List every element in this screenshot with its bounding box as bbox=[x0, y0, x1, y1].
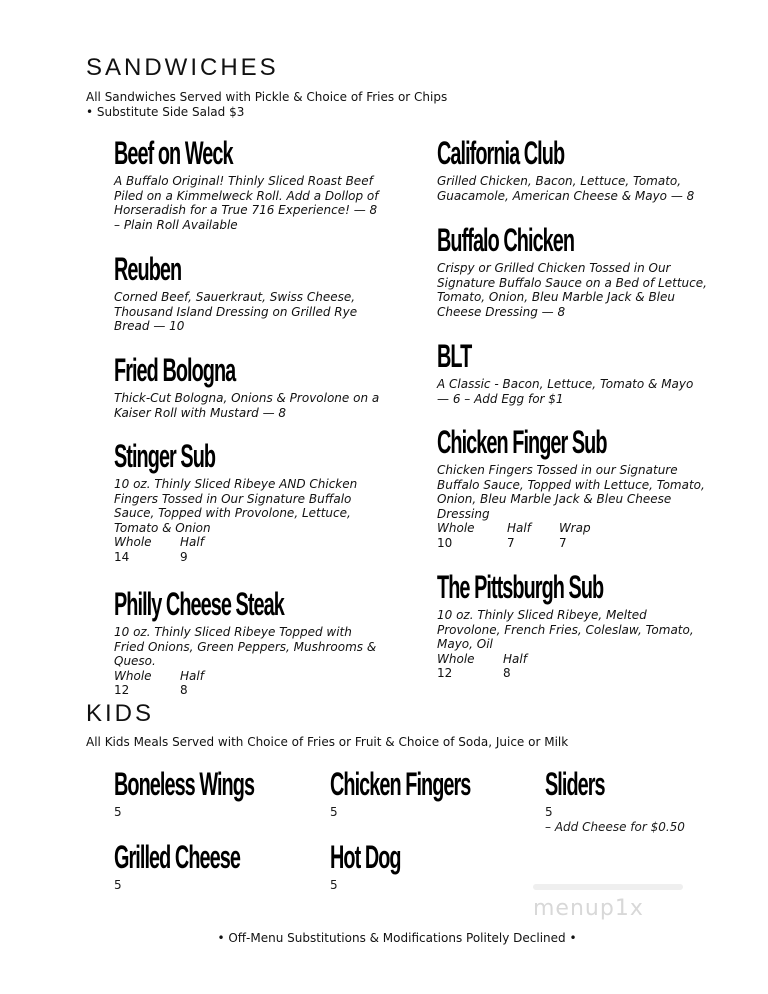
item-name: Grilled Cheese bbox=[114, 839, 240, 875]
sandwiches-intro-line1: All Sandwiches Served with Pickle & Choice of Fries or Chips bbox=[86, 90, 448, 104]
size-price: 10 bbox=[437, 535, 453, 550]
watermark-bar bbox=[533, 884, 683, 890]
item-name: Buffalo Chicken bbox=[437, 222, 575, 258]
sandwiches-title: SANDWICHES bbox=[86, 54, 279, 81]
kids-item-chicken-fingers bbox=[330, 767, 530, 820]
size-label: Half bbox=[503, 651, 527, 666]
item-name: Reuben bbox=[114, 251, 182, 287]
size-label: Half bbox=[180, 668, 204, 683]
size-price-grid bbox=[114, 535, 384, 564]
size-price: 8 bbox=[503, 666, 511, 680]
size-price: 12 bbox=[114, 683, 130, 697]
menu-item-reuben bbox=[114, 252, 384, 334]
item-description: A Classic - Bacon, Lettuce, Tomato & Mayo — 6 – Add Egg for $1 bbox=[437, 377, 694, 406]
item-name: Stinger Sub bbox=[114, 438, 216, 474]
size-price-grid bbox=[437, 652, 707, 681]
footer-note: • Off-Menu Substitutions & Modifications Politely Declined • bbox=[217, 931, 577, 945]
item-name: Boneless Wings bbox=[114, 766, 255, 802]
size-price-grid bbox=[437, 521, 707, 550]
size-label: Wrap bbox=[559, 521, 591, 535]
sandwiches-intro-line2: • Substitute Side Salad $3 bbox=[86, 105, 245, 119]
item-description: 10 oz. Thinly Sliced Ribeye AND Chicken Fingers Tossed in Our Signature Buffalo Sauce, Topped with Provolone, Lettuce, Tomato & Onion bbox=[114, 477, 358, 535]
item-description: Corned Beef, Sauerkraut, Swiss Cheese, Thousand Island Dressing on Grilled Rye Bread — 10 bbox=[114, 290, 358, 333]
watermark-logo: menup1x bbox=[533, 896, 644, 921]
item-name: Fried Bologna bbox=[114, 352, 236, 388]
size-label: Whole bbox=[437, 651, 475, 666]
item-price: 5 bbox=[545, 805, 553, 819]
kids-item-sliders bbox=[545, 767, 745, 834]
size-price: 9 bbox=[180, 549, 188, 564]
item-price: 5 bbox=[330, 805, 338, 819]
item-description: Thick-Cut Bologna, Onions & Provolone on a Kaiser Roll with Mustard — 8 bbox=[114, 391, 380, 420]
item-description: Crispy or Grilled Chicken Tossed in Our Signature Buffalo Sauce on a Bed of Lettuce, Tomato, Onion, Bleu Marble Jack & Bleu Cheese Dressing — 8 bbox=[437, 261, 707, 319]
item-name: Philly Cheese Steak bbox=[114, 586, 284, 622]
kids-title: KIDS bbox=[86, 700, 155, 727]
item-name: BLT bbox=[437, 338, 472, 374]
menu-item-chicken-finger-sub bbox=[437, 425, 707, 550]
item-note: – Add Cheese for $0.50 bbox=[545, 819, 685, 834]
size-label: Whole bbox=[114, 535, 152, 549]
item-name: Sliders bbox=[545, 766, 605, 802]
menu-item-fried-bologna bbox=[114, 353, 384, 420]
menu-item-beef-on-weck bbox=[114, 136, 384, 232]
kids-item-hot-dog bbox=[330, 840, 530, 893]
item-name: Chicken Finger Sub bbox=[437, 424, 607, 460]
item-name: California Club bbox=[437, 135, 565, 171]
item-description: Grilled Chicken, Bacon, Lettuce, Tomato, Guacamole, American Cheese & Mayo — 8 bbox=[437, 174, 695, 203]
menu-item-blt bbox=[437, 339, 707, 406]
size-price: 7 bbox=[559, 535, 567, 550]
item-description: 10 oz. Thinly Sliced Ribeye, Melted Provolone, French Fries, Coleslaw, Tomato, Mayo, Oil bbox=[437, 608, 694, 651]
item-name: Chicken Fingers bbox=[330, 766, 471, 802]
item-name: Beef on Weck bbox=[114, 135, 233, 171]
size-price-grid bbox=[114, 669, 384, 698]
size-label: Half bbox=[507, 521, 531, 535]
size-label: Half bbox=[180, 535, 204, 549]
kids-intro: All Kids Meals Served with Choice of Fries or Fruit & Choice of Soda, Juice or Milk bbox=[86, 735, 569, 749]
item-name: Hot Dog bbox=[330, 839, 401, 875]
item-description: Chicken Fingers Tossed in our Signature Buffalo Sauce, Topped with Lettuce, Tomato, Onion, Bleu Marble Jack & Bleu Cheese Dressing bbox=[437, 463, 705, 521]
sandwiches-intro bbox=[86, 90, 447, 120]
item-name: The Pittsburgh Sub bbox=[437, 569, 604, 605]
item-price: 5 bbox=[114, 805, 122, 819]
kids-item-boneless-wings bbox=[114, 767, 314, 820]
size-price: 12 bbox=[437, 666, 453, 680]
menu-item-buffalo-chicken bbox=[437, 223, 707, 319]
item-price: 5 bbox=[114, 878, 122, 892]
size-label: Whole bbox=[114, 668, 152, 683]
item-description: A Buffalo Original! Thinly Sliced Roast Beef Piled on a Kimmelweck Roll. Add a Dollop of Horseradish for a True 716 Experience! — 8 – Plain Roll Available bbox=[114, 174, 379, 232]
menu-item-stinger-sub bbox=[114, 439, 384, 564]
size-label: Whole bbox=[437, 521, 475, 535]
menu-item-california-club bbox=[437, 136, 707, 203]
size-price: 14 bbox=[114, 549, 130, 564]
item-price: 5 bbox=[330, 878, 338, 892]
size-price: 8 bbox=[180, 683, 188, 697]
menu-item-philly-cheese-steak bbox=[114, 587, 384, 698]
size-price: 7 bbox=[507, 535, 515, 550]
item-description: 10 oz. Thinly Sliced Ribeye Topped with Fried Onions, Green Peppers, Mushrooms & Queso. bbox=[114, 625, 377, 668]
kids-item-grilled-cheese bbox=[114, 840, 314, 893]
menu-item-pittsburgh-sub bbox=[437, 570, 707, 681]
